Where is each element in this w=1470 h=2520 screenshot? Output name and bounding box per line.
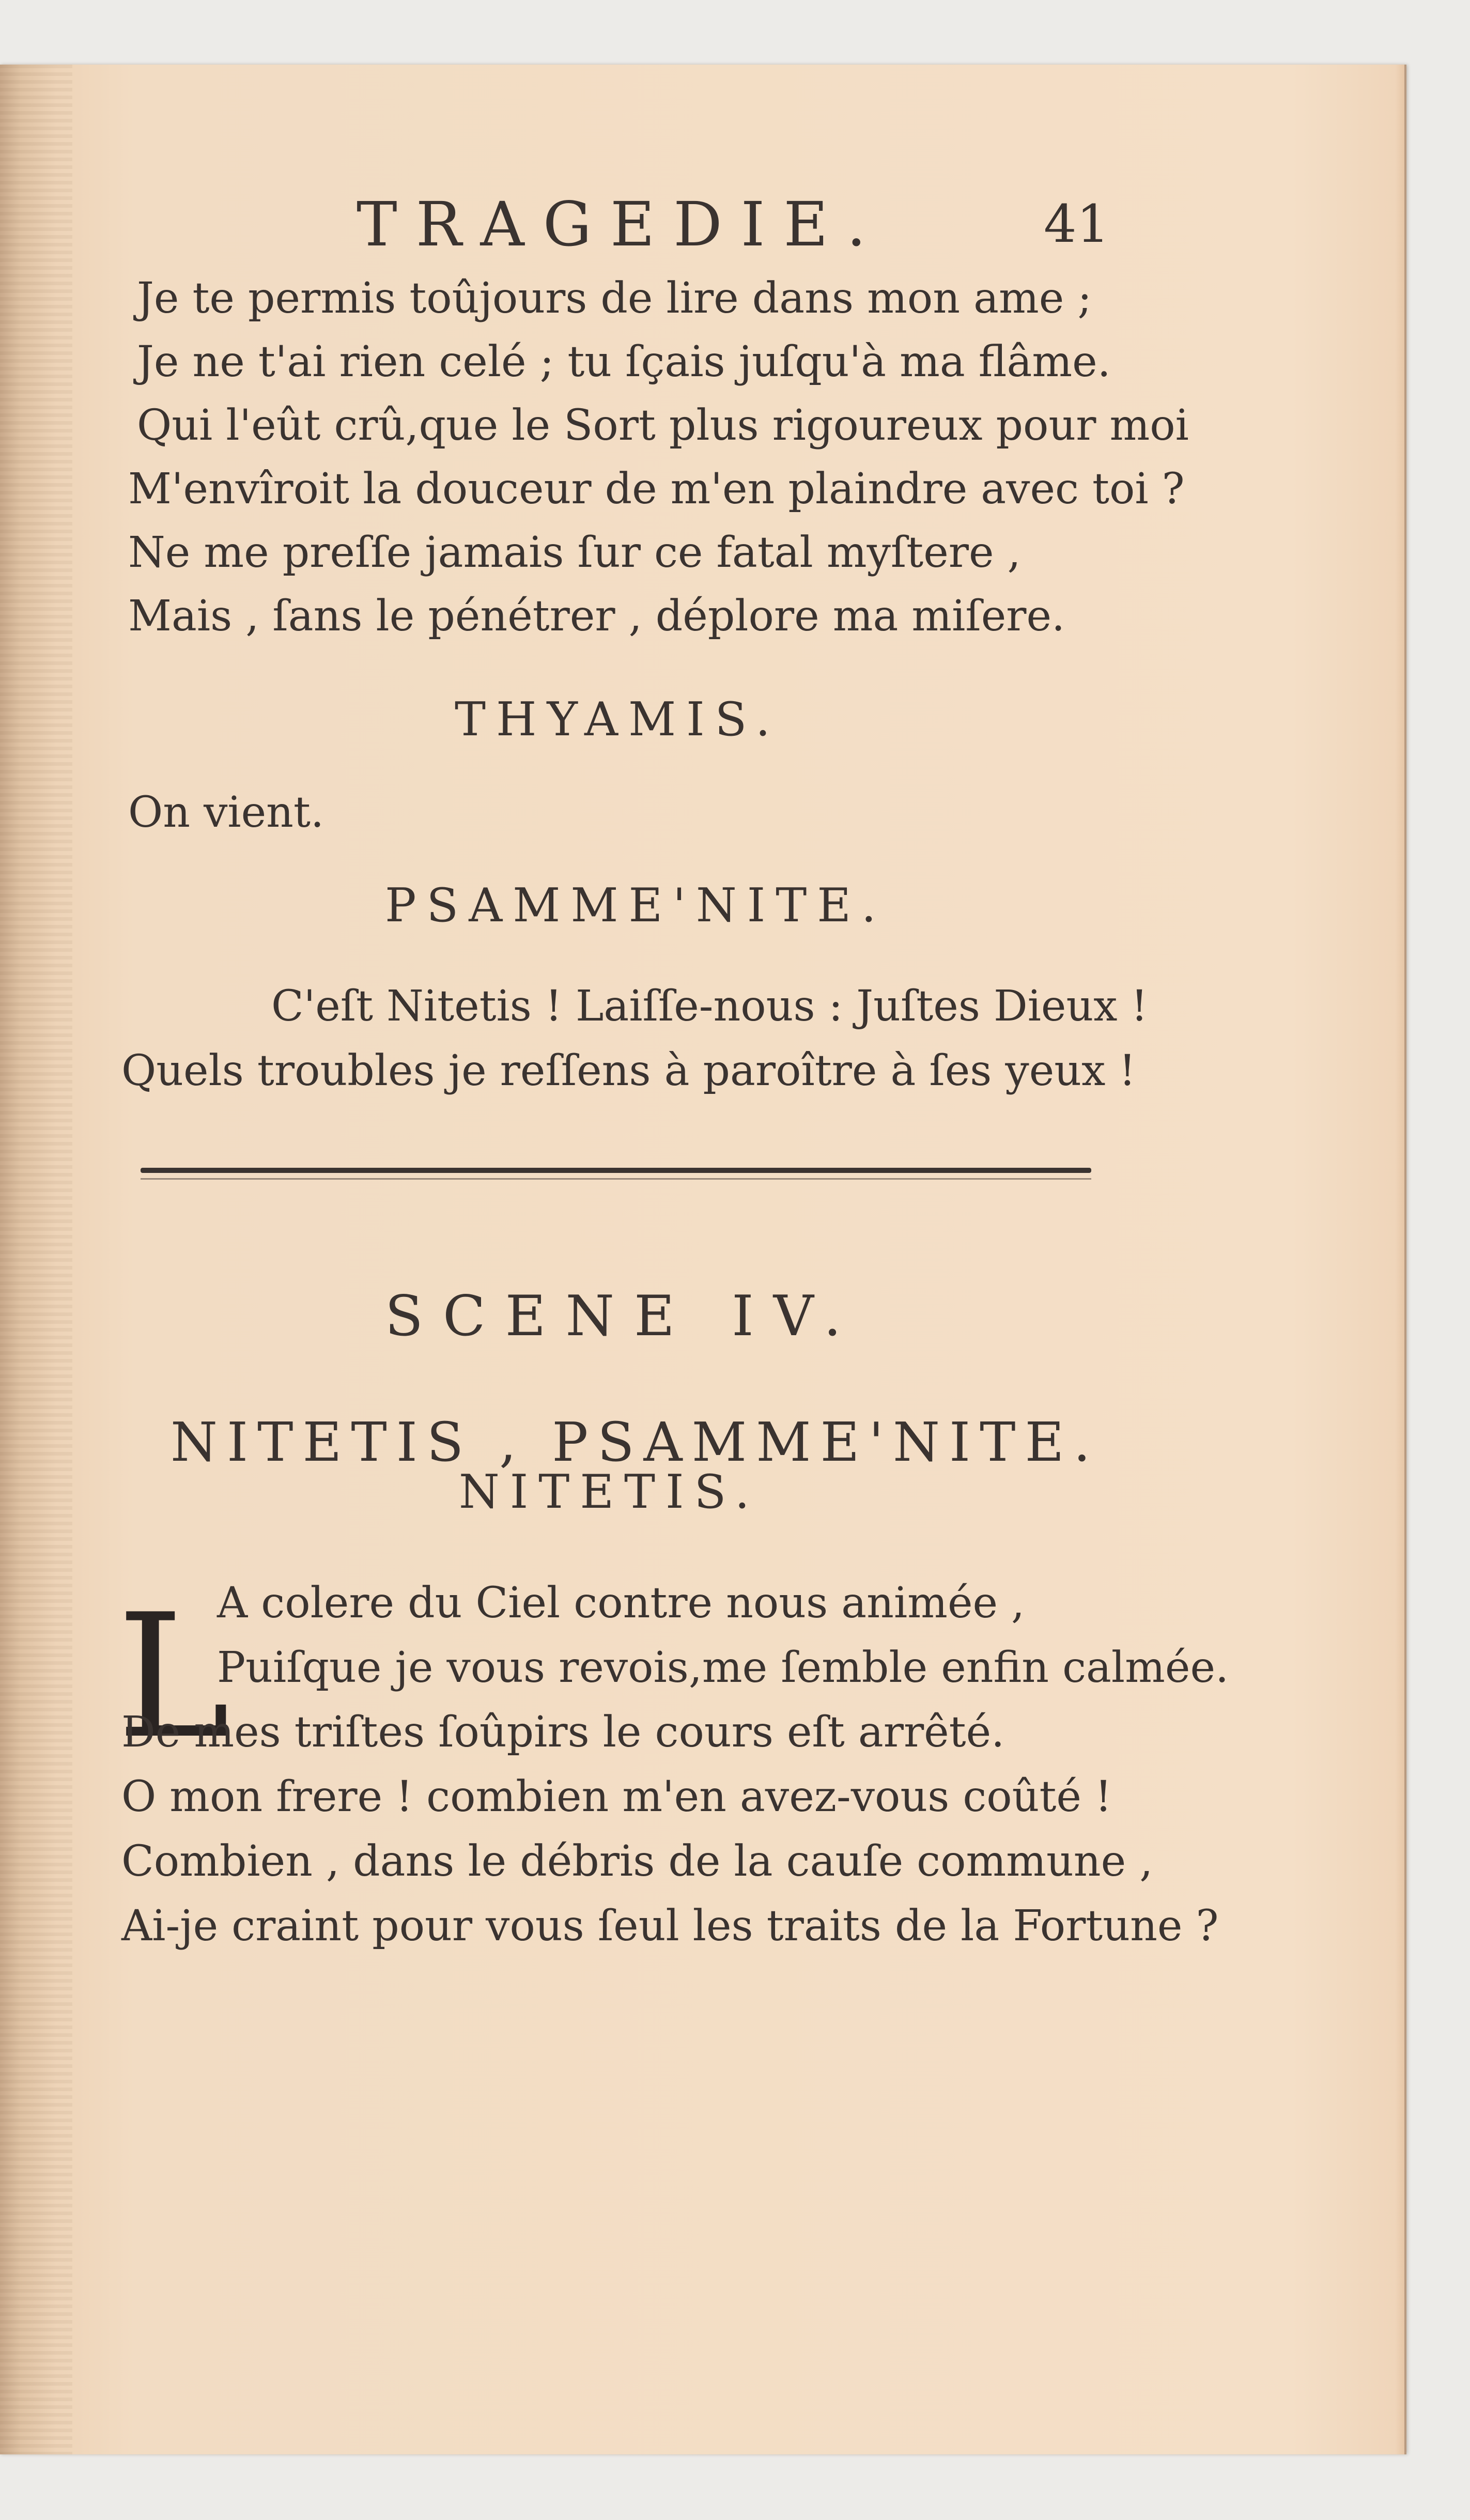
verse-line: O mon frere ! combien m'en avez-vous coûté ! — [121, 1772, 1112, 1821]
verse-line: Ai-je craint pour vous ſeul les traits de la Fortune ? — [121, 1901, 1219, 1951]
speaker-name: NITETIS. — [459, 1465, 760, 1519]
verse-line: A colere du Ciel contre nous animée , — [217, 1579, 1025, 1628]
running-header: TRAGEDIE. — [357, 189, 885, 260]
verse-line: Je te permis toûjours de lire dans mon ame ; — [137, 274, 1092, 323]
verse-line: Mais , ſans le pénétrer , déplore ma miſere. — [128, 592, 1065, 641]
verse-line: Combien , dans le débris de la cauſe commune , — [121, 1837, 1153, 1886]
verse-line: C'eſt Nitetis ! Laiſſe-nous : Juſtes Dieux ! — [271, 982, 1148, 1031]
verse-line: M'envîroit la douceur de m'en plaindre avec toi ? — [128, 465, 1185, 514]
verse-line: Qui l'eût crû,que le Sort plus rigoureux pour moi — [137, 401, 1189, 450]
section-divider — [141, 1168, 1091, 1173]
drop-cap: L — [117, 1578, 230, 1776]
speaker-name: PSAMME'NITE. — [385, 878, 887, 933]
speaker-name: THYAMIS. — [455, 692, 781, 747]
verse-line: On vient. — [128, 788, 324, 837]
verse-line: Puiſque je vous revois,me ſemble enfin calmée. — [217, 1643, 1229, 1692]
scene-characters: NITETIS , PSAMME'NITE. — [171, 1411, 1100, 1474]
page-gutter — [0, 65, 72, 2454]
verse-line: Quels troubles je reſſens à paroître à ſes yeux ! — [121, 1046, 1136, 1095]
verse-line: De mes triſtes ſoûpirs le cours eſt arrêté. — [121, 1708, 1005, 1757]
verse-line: Je ne t'ai rien celé ; tu ſçais juſqu'à ma flâme. — [137, 337, 1111, 386]
page-number: 41 — [1044, 194, 1110, 254]
scene-title: SCENE IV. — [385, 1284, 861, 1349]
verse-line: Ne me preſſe jamais ſur ce fatal myſtere , — [128, 528, 1021, 577]
book-page — [0, 65, 1406, 2454]
section-divider-thin — [141, 1178, 1091, 1180]
